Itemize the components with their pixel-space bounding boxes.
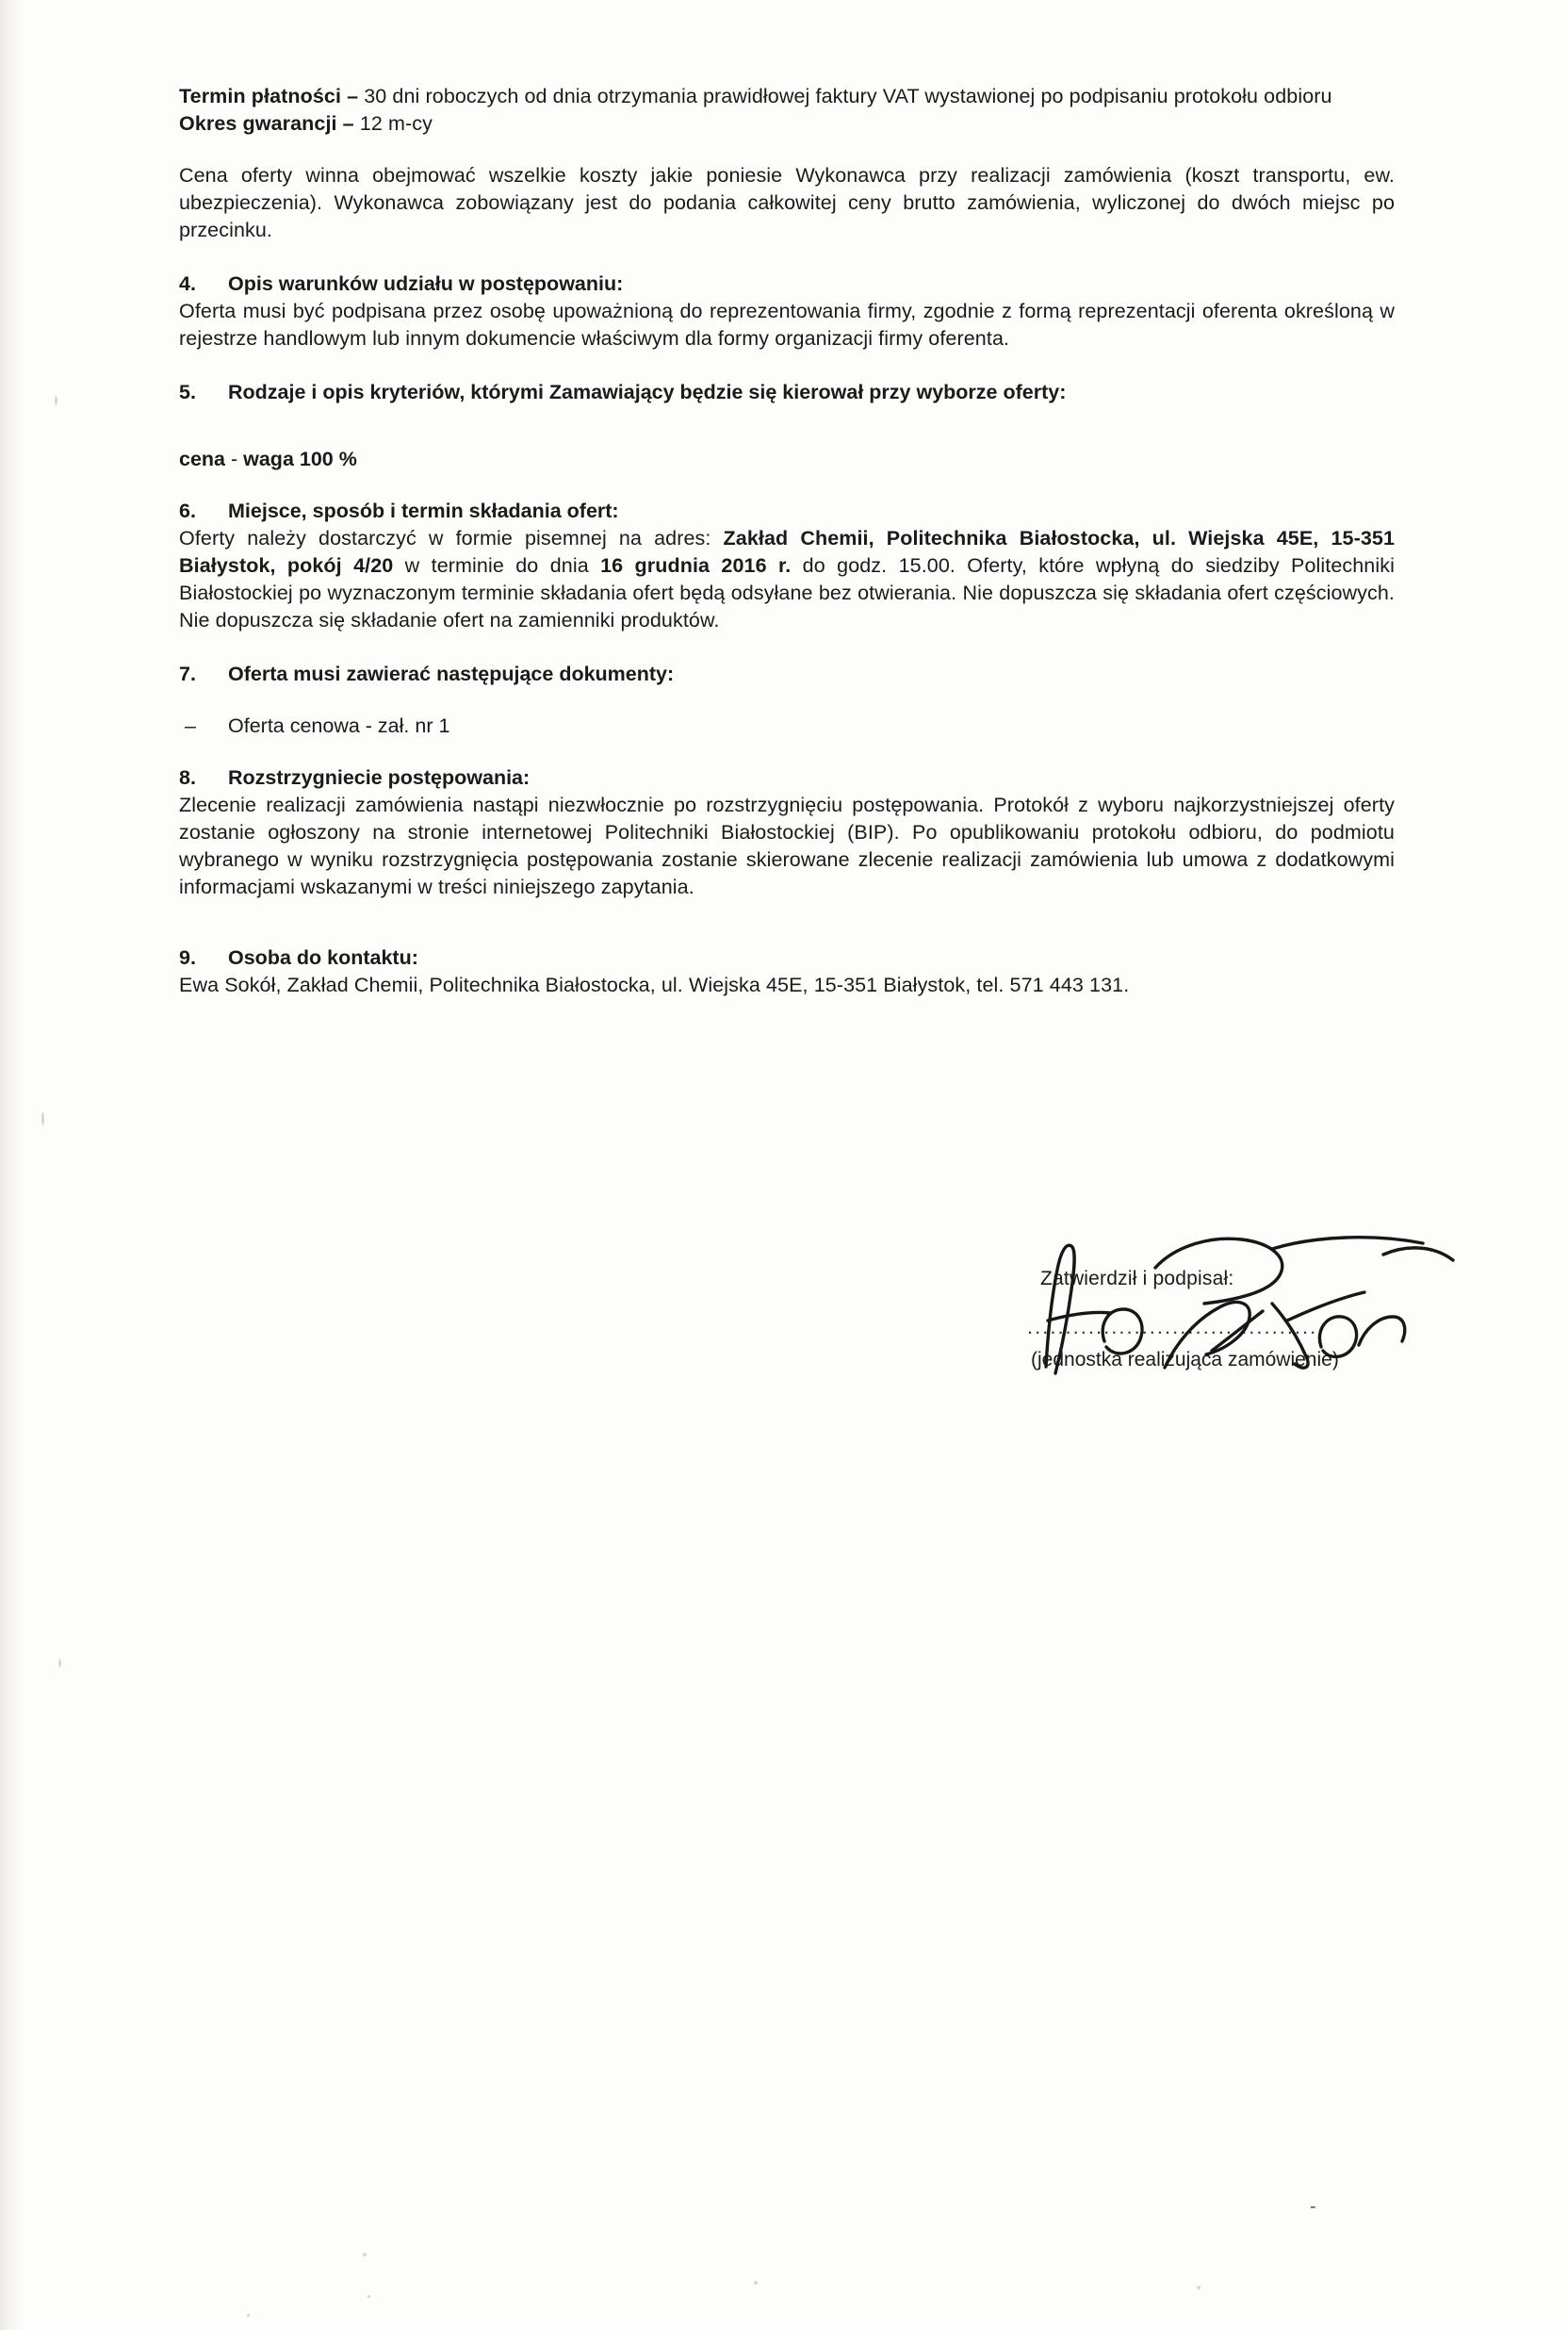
section-title-5: Rodzaje i opis kryteriów, którymi Zamawiający będzie się kierował przy wyborze oferty:: [228, 381, 1067, 403]
price-paragraph: Cena oferty winna obejmować wszelkie koszty jakie poniesie Wykonawca przy realizacji zamówienia (koszt transportu, ew. ubezpieczenia). Wykonawca zobowiązany jest do podania całkowitej ceny brutto zamówienia, wyliczonej do dwóch miejsc po przecinku.: [179, 164, 1395, 241]
scan-speck: [55, 396, 57, 405]
criterion-line: [179, 448, 1395, 471]
section-heading-6: [179, 500, 1395, 523]
scan-speck: [247, 2314, 250, 2317]
page-footer-mark: -: [1310, 2196, 1316, 2217]
criterion-weight: waga 100 %: [243, 448, 357, 470]
submission-address: Zakład Chemii, Politechnika Białostocka, ul. Wiejska 45E, 15-351 Białystok, pokój 4/20: [179, 527, 1396, 577]
submission-intro: Oferty należy dostarczyć w formie pisemnej na adres:: [179, 527, 724, 550]
section-heading-8: [179, 766, 1395, 790]
submission-paragraph: [179, 525, 1395, 634]
criterion-name: cena: [179, 448, 226, 470]
list-item-text: Oferta cenowa - zał. nr 1: [228, 714, 450, 737]
signature-dotted-line: ......................................: [1027, 1315, 1318, 1338]
section-heading-7: [179, 663, 1395, 686]
section-body-9: Ewa Sokół, Zakład Chemii, Politechnika Białostocka, ul. Wiejska 45E, 15-351 Białystok, tel. 571 443 131.: [179, 974, 1130, 996]
section-number-7: 7.: [179, 663, 196, 685]
section-number-4: 4.: [179, 272, 196, 295]
section-body-8: Zlecenie realizacji zamówienia nastąpi niezwłocznie po rozstrzygnięciu postępowania. Protokół z wyboru najkorzystniejszej oferty zostanie ogłoszony na stronie internetowej Politechniki Białostockiej (BIP). Po opublikowaniu protokołu odbioru, do podmiotu wybranego w wyniku rozstrzygnięcia postępowania zostanie skierowane zlecenie realizacji zamówienia lub umowa z dodatkowymi informacjami wskazanymi w treści niniejszego zapytania.: [179, 794, 1395, 898]
scan-edge-artifact: [0, 0, 24, 2330]
payment-term-paragraph: [179, 83, 1395, 110]
section-number-5: 5.: [179, 381, 196, 403]
payment-term-label: Termin płatności –: [179, 85, 359, 107]
section-title-7: Oferta musi zawierać następujące dokumenty:: [228, 663, 675, 685]
section-title-9: Osoba do kontaktu:: [228, 946, 418, 969]
document-list-item: [179, 714, 1395, 738]
list-dash-marker: –: [185, 714, 196, 737]
section-heading-5: [179, 381, 1395, 404]
payment-term-value: 30 dni roboczych od dnia otrzymania prawidłowej faktury VAT wystawionej po podpisaniu protokołu odbioru: [358, 85, 1332, 107]
submission-deadline: 16 grudnia 2016 r.: [600, 554, 792, 577]
section-title-4: Opis warunków udziału w postępowaniu:: [228, 272, 624, 295]
document-body: [179, 83, 1395, 999]
signature-caption: (jednostka realizująca zamówienie): [1031, 1349, 1339, 1370]
section-title-8: Rozstrzygniecie postępowania:: [228, 766, 531, 789]
scan-speck: [754, 2281, 758, 2285]
submission-tail: do godz. 15.00. Oferty, które wpłyną do siedziby Politechniki Białostockiej po wyznaczonym terminie składania ofert będą odsyłane bez otwierania. Nie dopuszcza się składania ofert częściowych. Nie dopuszcza się składanie ofert na zamienniki produktów.: [179, 554, 1395, 632]
warranty-value: 12 m-cy: [353, 112, 433, 135]
scan-speck: [41, 1112, 44, 1125]
section-body-4: Oferta musi być podpisana przez osobę upoważnioną do reprezentowania firmy, zgodnie z formą reprezentacji oferenta określoną w rejestrze handlowym lub innym dokumencie właściwym dla formy organizacji firmy oferenta.: [179, 300, 1395, 350]
section-number-8: 8.: [179, 766, 196, 789]
signature-block: [1027, 1268, 1470, 1371]
scan-speck: [363, 2253, 367, 2256]
scan-speck: [58, 1659, 61, 1667]
warranty-paragraph: [179, 110, 1395, 138]
section-number-9: 9.: [179, 946, 196, 969]
scan-speck: [1197, 2286, 1200, 2289]
submission-mid: w terminie do dnia: [393, 554, 601, 577]
scan-speck: [368, 2295, 370, 2298]
section-heading-4: [179, 272, 1395, 296]
criterion-separator: -: [225, 448, 244, 470]
approved-by-label: Zatwierdził i podpisał:: [1040, 1268, 1234, 1289]
warranty-label: Okres gwarancji –: [179, 112, 354, 135]
section-number-6: 6.: [179, 500, 196, 522]
section-heading-9: [179, 946, 1395, 970]
section-title-6: Miejsce, sposób i termin składania ofert:: [228, 500, 619, 522]
